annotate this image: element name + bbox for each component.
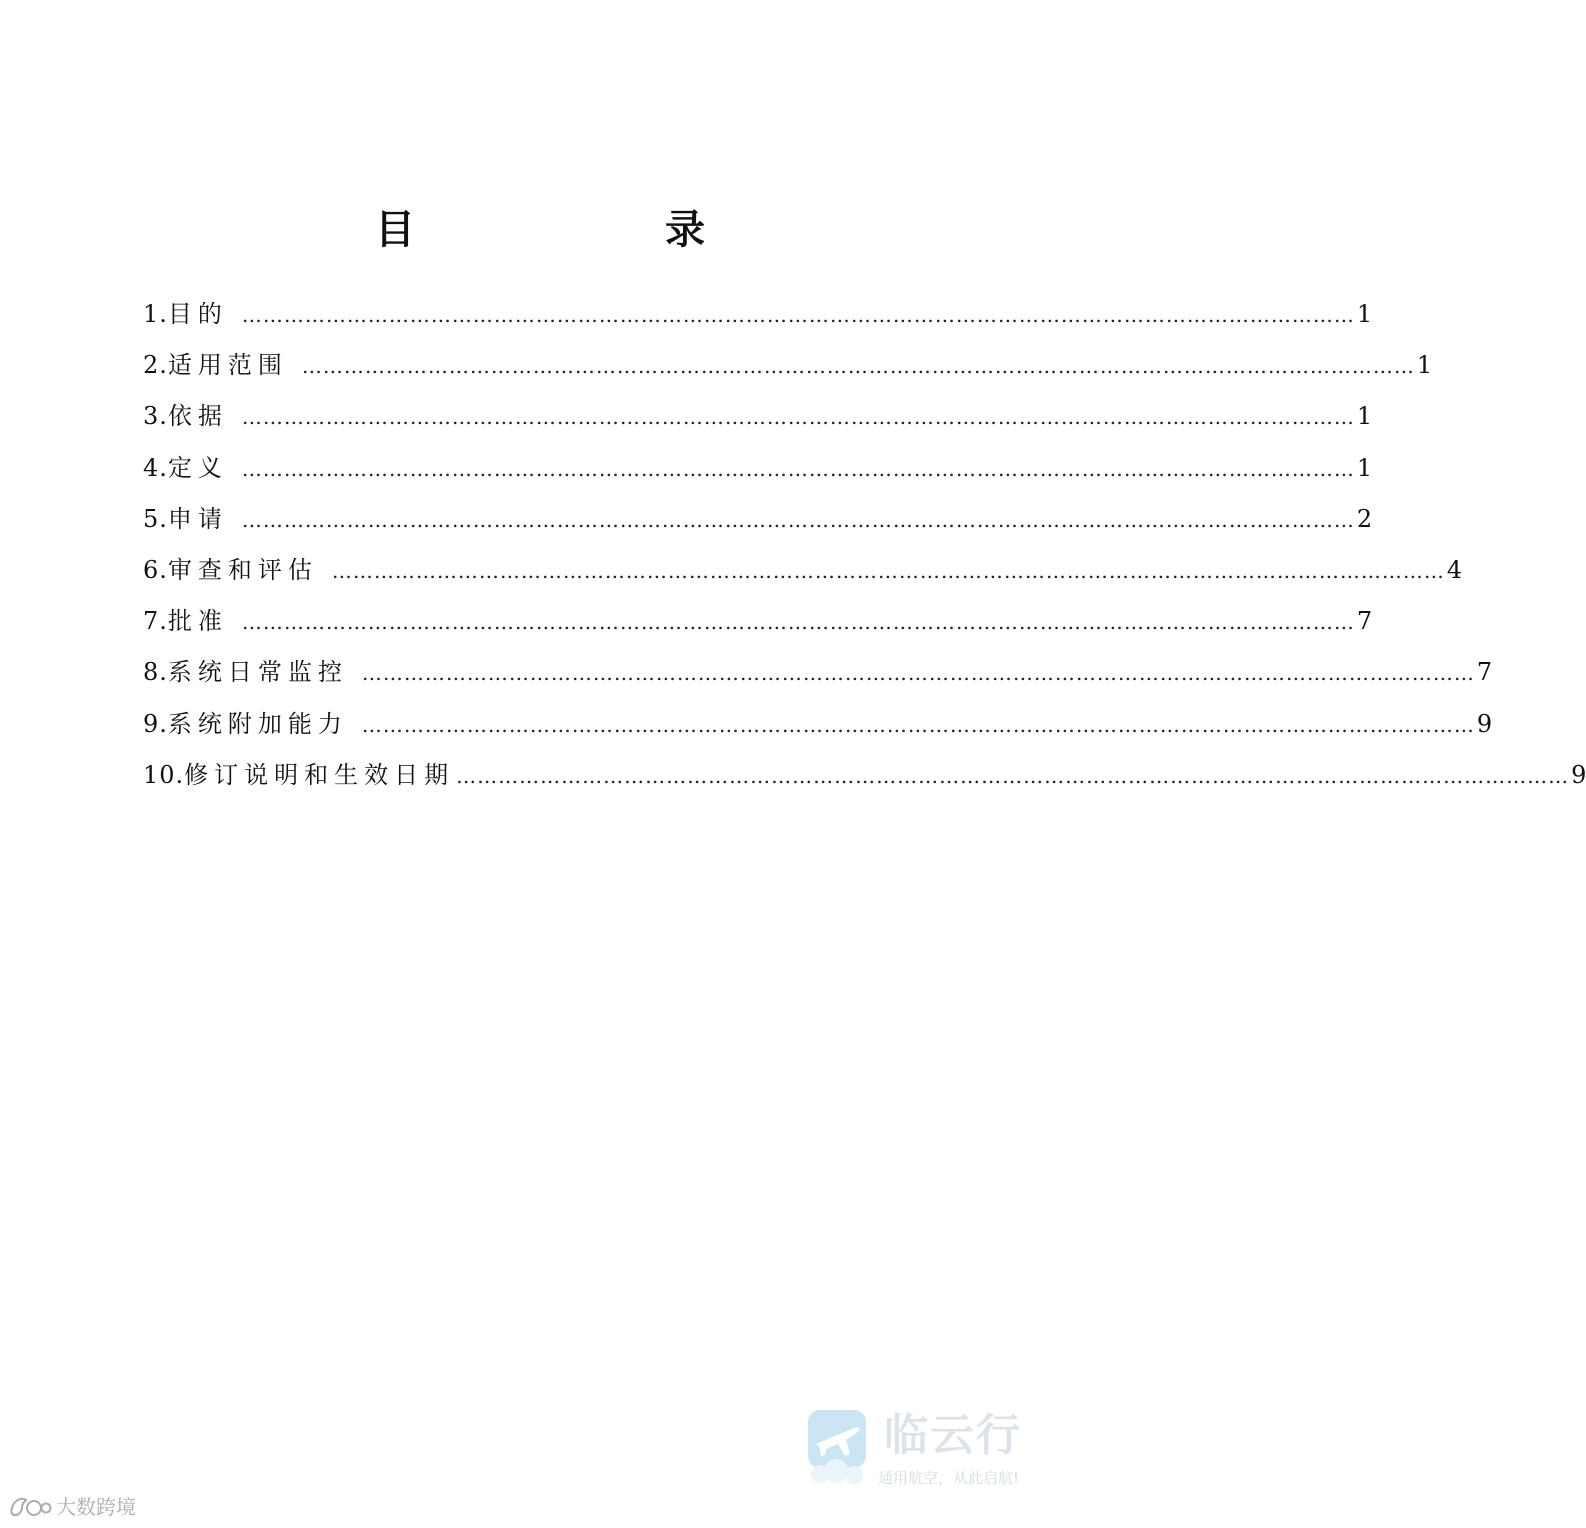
toc-page-number: 1 <box>1416 351 1433 380</box>
toc-number: 6. <box>143 555 168 584</box>
toc-label: 修订说明和生效日期 <box>184 760 455 789</box>
toc-entry[interactable] <box>143 394 1373 445</box>
toc-dot-leader: …………………………………………………………………………………………………………………………………………… <box>361 661 1475 686</box>
toc-page-number: 1 <box>1356 402 1373 431</box>
toc-page-number: 9 <box>1571 760 1586 789</box>
toc-dot-leader: …………………………………………………………………………………………………………………………………………… <box>241 610 1355 635</box>
toc-number: 8. <box>143 658 168 687</box>
toc-label: 审查和评估 <box>167 555 318 584</box>
toc-entry[interactable] <box>143 702 1493 753</box>
toc-dot-leader: …………………………………………………………………………………………………………………………………………… <box>241 405 1355 430</box>
toc-label: 目的 <box>167 300 228 328</box>
toc-label: 依据 <box>167 402 228 431</box>
brand-watermark <box>806 1408 1046 1492</box>
toc-entry[interactable] <box>143 343 1433 394</box>
toc-number: 7. <box>143 607 168 636</box>
toc-entry[interactable] <box>143 497 1373 548</box>
brand-slogan: 通用航空，从此启航! <box>878 1469 1020 1487</box>
toc-label: 批准 <box>167 607 228 636</box>
toc-dot-leader: …………………………………………………………………………………………………………………………………………… <box>241 303 1355 327</box>
toc-page-number: 9 <box>1476 709 1493 738</box>
brand-name: 临云行 <box>884 1410 1022 1461</box>
toc-dot-leader: …………………………………………………………………………………………………………………………………………… <box>331 558 1445 583</box>
toc-dot-leader: …………………………………………………………………………………………………………………………………………… <box>241 456 1355 481</box>
toc-entry[interactable] <box>143 548 1463 599</box>
airplane-cloud-icon <box>806 1408 868 1486</box>
toc-page-number: 7 <box>1476 658 1493 687</box>
toc-dot-leader: …………………………………………………………………………………………………………………………………………… <box>361 712 1475 737</box>
toc-entry[interactable] <box>143 292 1373 343</box>
toc-number: 3. <box>143 402 168 431</box>
toc-label: 适用范围 <box>167 351 288 380</box>
toc-number: 1. <box>143 300 168 328</box>
toc-entry[interactable] <box>143 599 1373 650</box>
toc-label: 系统日常监控 <box>167 658 348 687</box>
table-of-contents <box>143 292 1586 804</box>
toc-page-number: 1 <box>1356 453 1373 482</box>
toc-page-number: 7 <box>1356 607 1373 636</box>
toc-number: 2. <box>143 351 168 380</box>
weibo-eye-icon <box>8 1494 52 1520</box>
toc-dot-leader: …………………………………………………………………………………………………………………………………………… <box>456 763 1570 788</box>
source-name: 大数跨境 <box>56 1495 136 1519</box>
toc-label: 系统附加能力 <box>167 709 348 738</box>
toc-number: 9. <box>143 709 168 738</box>
toc-entry[interactable] <box>143 650 1493 701</box>
toc-number: 10. <box>143 760 185 789</box>
toc-dot-leader: …………………………………………………………………………………………………………………………………………… <box>241 507 1355 532</box>
source-watermark <box>8 1492 136 1522</box>
page-title: 目 录 <box>375 206 823 253</box>
toc-entry[interactable] <box>143 753 1586 804</box>
toc-number: 4. <box>143 453 168 482</box>
toc-page-number: 2 <box>1356 504 1373 533</box>
toc-page-number: 1 <box>1356 300 1373 328</box>
toc-number: 5. <box>143 504 168 533</box>
toc-page-number: 4 <box>1446 555 1463 584</box>
toc-label: 定义 <box>167 453 228 482</box>
toc-dot-leader: …………………………………………………………………………………………………………………………………………… <box>301 354 1415 379</box>
toc-label: 申请 <box>167 504 228 533</box>
toc-entry[interactable] <box>143 446 1373 497</box>
